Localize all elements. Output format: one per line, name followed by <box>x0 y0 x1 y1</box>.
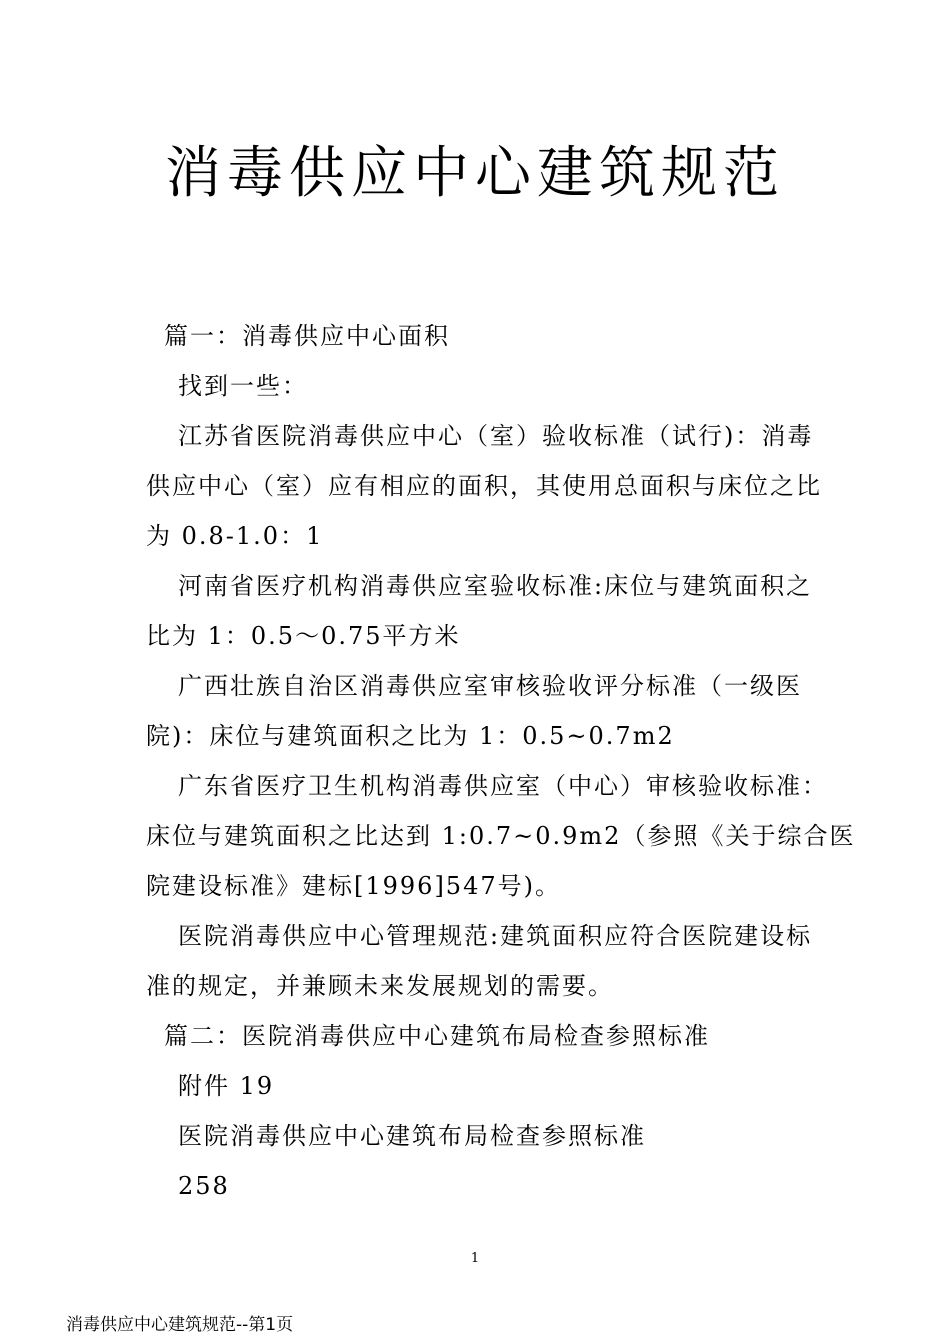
paragraph-line: 供应中心（室）应有相应的面积，其使用总面积与床位之比 <box>146 472 822 500</box>
paragraph-line: 为 0.8-1.0：1 <box>146 522 324 550</box>
paragraph-line: 准的规定，并兼顾未来发展规划的需要。 <box>146 972 614 1000</box>
paragraph-line: 找到一些： <box>178 372 308 400</box>
paragraph-line: 院建设标准》建标[1996]547号)。 <box>146 872 561 900</box>
paragraph-line: 医院消毒供应中心管理规范:建筑面积应符合医院建设标 <box>178 922 813 950</box>
paragraph-line: 床位与建筑面积之比达到 1:0.7~0.9m2（参照《关于综合医 <box>146 822 856 850</box>
paragraph-line: 院)：床位与建筑面积之比为 1：0.5~0.7m2 <box>146 722 675 750</box>
section-heading-2: 篇二：医院消毒供应中心建筑布局检查参照标准 <box>164 1022 710 1050</box>
paragraph-line: 广西壮族自治区消毒供应室审核验收评分标准（一级医 <box>178 672 802 700</box>
paragraph-line: 河南省医疗机构消毒供应室验收标准:床位与建筑面积之 <box>178 572 813 600</box>
page-footer: 消毒供应中心建筑规范--第1页 <box>66 1315 294 1335</box>
paragraph-line: 江苏省医院消毒供应中心（室）验收标准（试行)：消毒 <box>178 422 814 450</box>
paragraph-line: 258 <box>178 1172 230 1200</box>
paragraph-line: 医院消毒供应中心建筑布局检查参照标准 <box>178 1122 646 1150</box>
page-number: 1 <box>470 1251 480 1266</box>
paragraph-line: 比为 1：0.5～0.75平方米 <box>146 622 461 650</box>
paragraph-line: 广东省医疗卫生机构消毒供应室（中心）审核验收标准： <box>178 772 828 800</box>
document-title: 消毒供应中心建筑规范 <box>165 141 785 206</box>
paragraph-line: 附件 19 <box>178 1072 275 1100</box>
section-heading-1: 篇一：消毒供应中心面积 <box>164 322 450 350</box>
